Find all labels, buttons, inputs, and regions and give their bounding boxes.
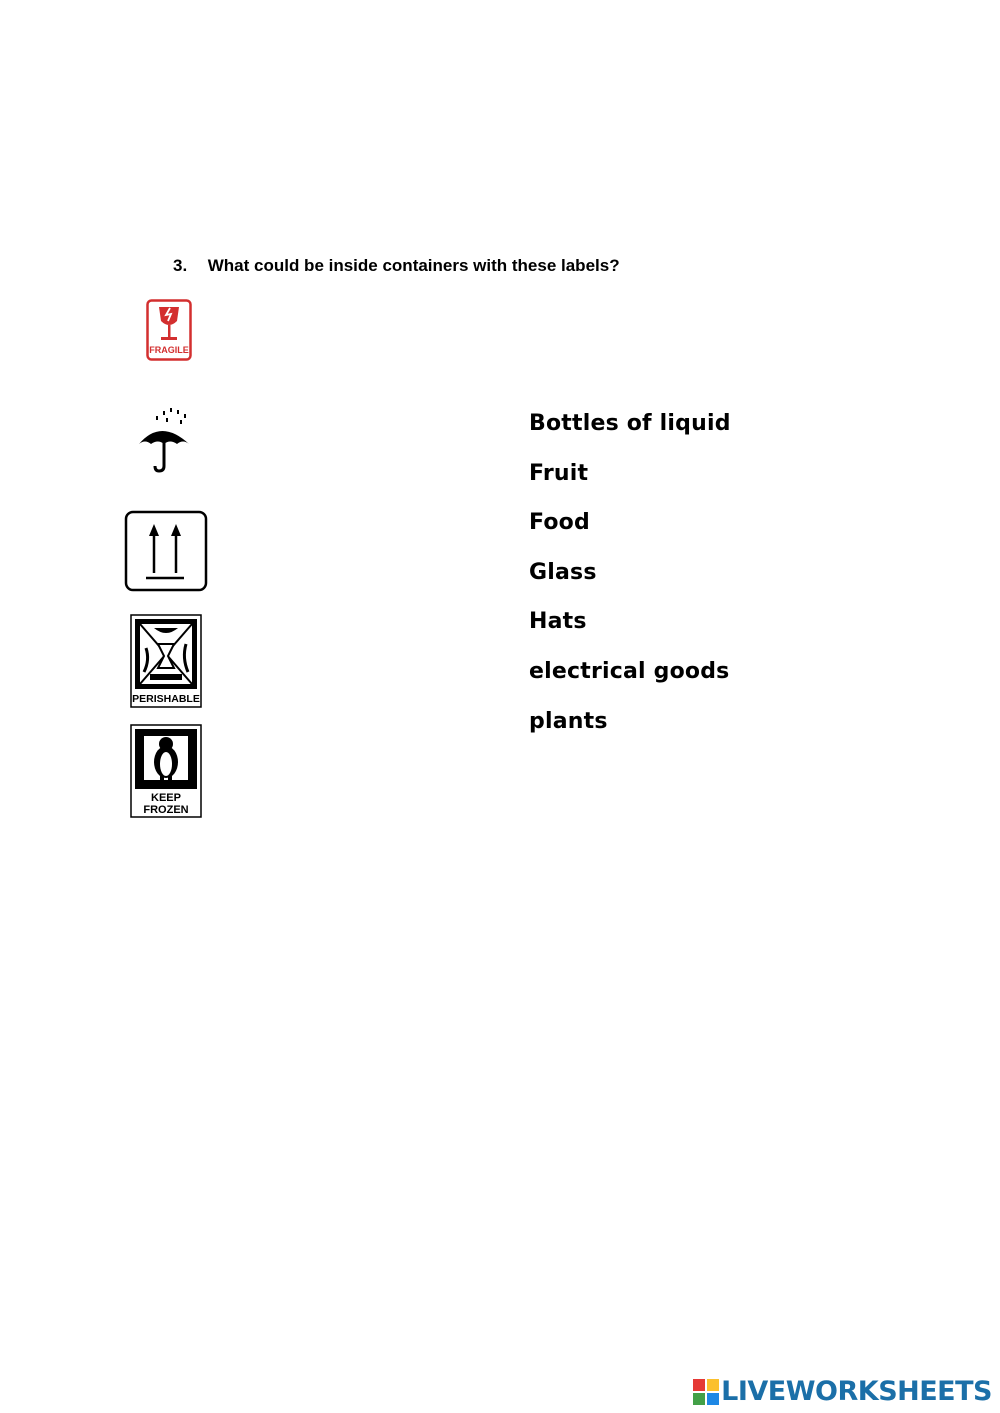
question-heading [173, 256, 620, 276]
keep-frozen-label [130, 724, 202, 823]
option-hats[interactable]: Hats [529, 609, 587, 635]
option-fruit[interactable]: Fruit [529, 460, 589, 486]
question-number: 3. [173, 256, 188, 275]
option-bottles-of-liquid[interactable]: Bottles of liquid [529, 411, 731, 436]
liveworksheets-brand [693, 1376, 992, 1407]
keep-frozen-penguin-icon [130, 724, 202, 818]
liveworksheets-logo-icon [693, 1379, 719, 1405]
perishable-label [130, 614, 202, 713]
option-food[interactable]: Food [529, 510, 590, 536]
keep-frozen-caption-line1: KEEP [151, 792, 181, 804]
perishable-caption: PERISHABLE [132, 693, 200, 705]
this-way-up-arrows-icon [124, 510, 208, 592]
umbrella-rain-icon [136, 406, 196, 474]
perishable-icon [130, 614, 202, 708]
option-electrical-goods[interactable]: electrical goods [529, 658, 730, 684]
fragile-glass-icon [146, 299, 192, 361]
answer-options [529, 406, 731, 753]
question-text: What could be inside containers with these labels? [207, 256, 620, 275]
brand-text: LIVEWORKSHEETS [721, 1376, 992, 1407]
keep-dry-label [136, 406, 196, 479]
keep-frozen-caption-line2: FROZEN [143, 804, 189, 816]
this-way-up-label [124, 510, 208, 597]
option-plants[interactable]: plants [529, 708, 608, 734]
option-glass[interactable]: Glass [529, 559, 597, 585]
fragile-label [146, 299, 192, 366]
fragile-caption: FRAGILE [149, 345, 189, 355]
